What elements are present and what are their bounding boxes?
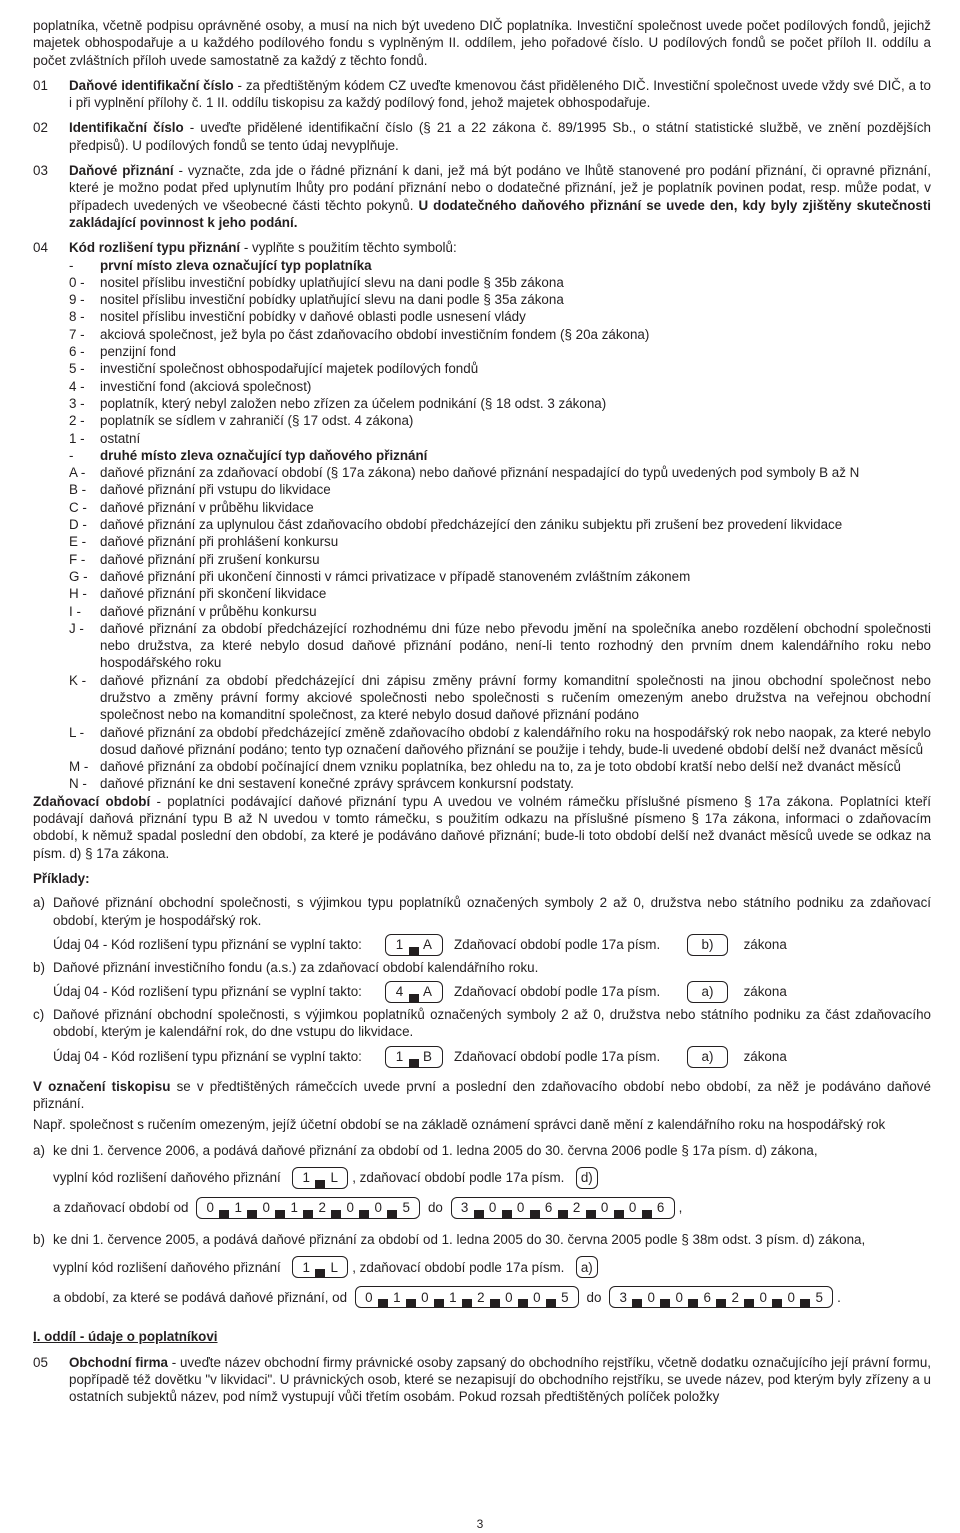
item-01 bbox=[33, 77, 931, 112]
code-item bbox=[69, 620, 931, 672]
box-digit: 2 bbox=[572, 1200, 581, 1216]
box-divider bbox=[800, 1299, 810, 1307]
code-description: penzijní fond bbox=[100, 344, 176, 360]
code-item bbox=[69, 274, 931, 291]
example-body bbox=[53, 894, 931, 956]
item-text: - za předtištěným kódem CZ uveďte kmenovou část přiděleného DIČ. Investiční společnost uvede vždy své DIČ, a to i při vyplnění přílohy č. 1 II. oddílu tiskopisu za každý podílový fond, jehož majetek obhospodařuje. bbox=[69, 77, 931, 111]
oznaceni-paragraph bbox=[33, 1078, 931, 1113]
code-item bbox=[69, 603, 931, 620]
box-digit: 0 bbox=[346, 1200, 354, 1216]
document-page bbox=[33, 17, 931, 1405]
box-digit: 1 bbox=[395, 1049, 404, 1065]
case-body bbox=[53, 1142, 931, 1219]
section-title: I. oddíl - údaje o poplatníkovi bbox=[33, 1329, 218, 1345]
example-lead-label: Údaj 04 - Kód rozlišení typu přiznání se vyplní takto: bbox=[53, 1049, 362, 1065]
box-digit: 0 bbox=[262, 1200, 270, 1216]
period-letter-box bbox=[576, 1256, 598, 1278]
item-04 bbox=[33, 239, 931, 256]
box-divider bbox=[409, 1059, 419, 1067]
code-symbol: L - bbox=[69, 724, 85, 740]
zdanovaci-paragraph bbox=[33, 793, 931, 862]
example-end-label: zákona bbox=[743, 937, 787, 953]
box-divider bbox=[247, 1210, 257, 1218]
code-symbol: K - bbox=[69, 672, 87, 688]
case-from-label: a období, za které se podává daňové přiznání, od bbox=[53, 1289, 348, 1305]
code-description: nositel příslibu investiční pobídky uplatňující slevu na dani podle § 35a zákona bbox=[100, 292, 564, 308]
item-number: 01 bbox=[33, 77, 48, 93]
item-number: 03 bbox=[33, 163, 48, 179]
oznaceni-text: se v předtištěných rámečcích uvede první a poslední den zdaňovacího období nebo období, za něž je podáváno daňové přiznání. bbox=[33, 1078, 931, 1112]
code-symbol: 8 - bbox=[69, 309, 85, 325]
case-date-row bbox=[53, 1286, 931, 1308]
code-box bbox=[609, 1286, 833, 1308]
box-digit: 1 bbox=[449, 1289, 457, 1305]
box-digit: d) bbox=[580, 1170, 593, 1186]
case-date-row bbox=[53, 1197, 931, 1219]
box-digit: 1 bbox=[395, 937, 404, 953]
case-text: ke dni 1. července 2006, a podává daňové přiznání za období od 1. ledna 2005 do 30. června 2006 podle § 17a písm. d) zákona, bbox=[53, 1142, 818, 1158]
code-item bbox=[69, 343, 931, 360]
code-symbol: 0 - bbox=[69, 274, 85, 290]
item-term: Daňové přiznání bbox=[69, 163, 174, 179]
box-digit: 5 bbox=[402, 1200, 410, 1216]
code-box bbox=[292, 1167, 348, 1189]
example-mid-label: Zdaňovací období podle 17a písm. bbox=[453, 1049, 661, 1065]
code-item bbox=[69, 430, 931, 447]
code-item bbox=[69, 257, 931, 274]
priklady-heading: Příklady: bbox=[33, 870, 90, 886]
code-description: daňové přiznání při zrušení konkursu bbox=[100, 551, 320, 567]
box-divider bbox=[315, 1180, 325, 1188]
box-divider bbox=[642, 1210, 652, 1218]
example-lead-label: Údaj 04 - Kód rozlišení typu přiznání se vyplní takto: bbox=[53, 937, 362, 953]
box-digit: 0 bbox=[206, 1200, 214, 1216]
code-description: daňové přiznání v průběhu konkursu bbox=[100, 603, 317, 619]
intro-paragraph: poplatníka, včetně podpisu oprávněné osoby, a musí na nich být uvedeno DIČ poplatníka. Investiční společnost uvede počet podílových fondů, jejichž majetek obhospodařuje a u každého podílového fondu s vyplněným II. oddílem, jeho pořadové číslo. U podílových fondů se počet příloh II. oddílu a počet zvláštních příloh uvede samostatně za každý z těchto fondů. bbox=[33, 18, 931, 68]
code-description: daňové přiznání za období předcházející rozhodnému dni fúze nebo převodu jmění na společníka anebo rozdělení obchodní společnosti nebo družstva, za které nebylo dosud daňové přiznání podáno, není-li tento rozhodný den prvním dnem kalendářního roku nebo hospodářského roku bbox=[100, 620, 931, 671]
code-symbol: 5 - bbox=[69, 361, 85, 377]
code-item bbox=[69, 724, 931, 759]
box-digit: 1 bbox=[302, 1170, 310, 1186]
code-description: daňové přiznání za období počínající dnem vzniku poplatníka, bez ohledu na to, za je toto období kratší nebo delší než dvanáct měsíců bbox=[100, 759, 901, 775]
code-symbol: E - bbox=[69, 534, 87, 550]
code-description: investiční společnost obhospodařující majetek podílových fondů bbox=[100, 361, 479, 377]
box-divider bbox=[409, 994, 419, 1002]
box-digit: 0 bbox=[628, 1200, 637, 1216]
code-symbol: H - bbox=[69, 586, 87, 602]
code-item bbox=[69, 395, 931, 412]
box-divider bbox=[359, 1210, 369, 1218]
code-symbol: 2 - bbox=[69, 413, 85, 429]
item-03 bbox=[33, 162, 931, 231]
box-digit: 0 bbox=[516, 1200, 525, 1216]
period-letter-box bbox=[687, 934, 729, 956]
box-divider bbox=[490, 1299, 500, 1307]
code-list bbox=[69, 257, 931, 793]
box-digit: 6 bbox=[703, 1289, 711, 1305]
box-divider bbox=[406, 1299, 416, 1307]
item-05 bbox=[33, 1354, 931, 1406]
code-description: daňové přiznání v průběhu likvidace bbox=[100, 499, 314, 515]
box-divider bbox=[660, 1299, 670, 1307]
code-item bbox=[69, 360, 931, 377]
box-divider bbox=[688, 1299, 698, 1307]
example-text: Daňové přiznání investičního fondu (a.s.) za zdaňovací období kalendářního roku. bbox=[53, 959, 539, 975]
box-digit: 1 bbox=[234, 1200, 242, 1216]
code-description: daňové přiznání ke dni sestavení konečné zprávy správcem konkursní podstaty. bbox=[100, 776, 574, 792]
case-to-label: do bbox=[427, 1200, 443, 1216]
code-box bbox=[196, 1197, 420, 1219]
box-digit: L bbox=[330, 1259, 338, 1275]
box-divider bbox=[315, 1269, 325, 1277]
case-code-row bbox=[53, 1167, 931, 1189]
case-text: ke dni 1. července 2005, a podává daňové přiznání za období od 1. ledna 2005 do 30. června 2005 podle § 38m odst. 3 písm. d) zákona, bbox=[53, 1231, 866, 1247]
box-divider bbox=[378, 1299, 388, 1307]
code-item bbox=[69, 568, 931, 585]
item-text: - vyznačte, zda jde o řádné přiznání k dani, jež má být podáno ve lhůtě stanovené pro podání přiznání, či opravné přiznání, které je možno podat před uplynutím lhůty pro podání přiznání nebo o dodatečné přiznání, jež je poplatník povinen podat, resp. může podat, v případech uvedených ve všeobecné části těchto pokynů. bbox=[69, 163, 931, 213]
box-divider bbox=[409, 947, 419, 955]
example-mid-label: Zdaňovací období podle 17a písm. bbox=[453, 984, 661, 1000]
code-description: daňové přiznání při skončení likvidace bbox=[100, 586, 327, 602]
code-item bbox=[69, 412, 931, 429]
code-symbol: G - bbox=[69, 568, 88, 584]
box-digit: 6 bbox=[544, 1200, 553, 1216]
code-symbol: 6 - bbox=[69, 344, 85, 360]
oznaceni-term: V označení tiskopisu bbox=[33, 1078, 171, 1094]
code-symbol: 4 - bbox=[69, 378, 85, 394]
code-item bbox=[69, 326, 931, 343]
item-02 bbox=[33, 119, 931, 154]
box-digit: 4 bbox=[395, 984, 404, 1000]
box-digit: 2 bbox=[731, 1289, 739, 1305]
case-end-mark: . bbox=[837, 1289, 841, 1305]
code-symbol: - bbox=[69, 447, 74, 463]
item-term: Identifikační číslo bbox=[69, 120, 184, 136]
code-description: druhé místo zleva označující typ daňového přiznání bbox=[100, 447, 428, 463]
code-item bbox=[69, 308, 931, 325]
code-symbol: B - bbox=[69, 482, 87, 498]
example-fill-row bbox=[53, 934, 931, 956]
example-mid-label: Zdaňovací období podle 17a písm. bbox=[453, 937, 661, 953]
type-code-box bbox=[385, 1046, 443, 1068]
code-symbol: 9 - bbox=[69, 292, 85, 308]
box-digit: 6 bbox=[656, 1200, 665, 1216]
example-text: Daňové přiznání obchodní společnosti, s výjimkou typu poplatníků označených symboly 2 až 0, družstva nebo státního podniku za zdaňovací období, kterým je hospodářský rok. bbox=[53, 895, 931, 928]
box-divider bbox=[518, 1299, 528, 1307]
box-digit: 0 bbox=[374, 1200, 382, 1216]
zdanovaci-term: Zdaňovací období bbox=[33, 793, 151, 809]
box-digit: 5 bbox=[815, 1289, 823, 1305]
box-divider bbox=[558, 1210, 568, 1218]
code-description: poplatník se sídlem v zahraničí (§ 17 odst. 4 zákona) bbox=[100, 413, 414, 429]
example-lead-label: Údaj 04 - Kód rozlišení typu přiznání se vyplní takto: bbox=[53, 984, 362, 1000]
code-item bbox=[69, 585, 931, 602]
code-item bbox=[69, 775, 931, 792]
case-code-label: vyplní kód rozlišení daňového přiznání bbox=[53, 1259, 281, 1275]
box-divider bbox=[530, 1210, 540, 1218]
example-item bbox=[33, 894, 931, 956]
box-digit: 1 bbox=[393, 1289, 401, 1305]
case-tail-label: , zdaňovací období podle 17a písm. bbox=[352, 1259, 565, 1275]
code-symbol: 3 - bbox=[69, 395, 85, 411]
box-divider bbox=[331, 1210, 341, 1218]
case-code-label: vyplní kód rozlišení daňového přiznání bbox=[53, 1170, 281, 1186]
box-divider bbox=[586, 1210, 596, 1218]
code-box bbox=[451, 1197, 675, 1219]
code-symbol: D - bbox=[69, 517, 87, 533]
box-digit: 0 bbox=[787, 1289, 795, 1305]
code-item bbox=[69, 481, 931, 498]
box-divider bbox=[275, 1210, 285, 1218]
box-divider bbox=[303, 1210, 313, 1218]
case-item bbox=[33, 1231, 931, 1308]
box-digit: 0 bbox=[600, 1200, 609, 1216]
code-item bbox=[69, 533, 931, 550]
box-divider bbox=[716, 1299, 726, 1307]
case-letter: a) bbox=[33, 1142, 45, 1158]
box-digit: b) bbox=[701, 937, 714, 953]
box-divider bbox=[219, 1210, 229, 1218]
box-divider bbox=[614, 1210, 624, 1218]
box-divider bbox=[387, 1210, 397, 1218]
code-description: ostatní bbox=[100, 430, 141, 446]
code-symbol: F - bbox=[69, 551, 86, 567]
period-letter-box bbox=[576, 1167, 598, 1189]
case-letter: b) bbox=[33, 1231, 45, 1247]
example-item bbox=[33, 959, 931, 1003]
code-symbol: I - bbox=[69, 603, 81, 619]
period-letter-box bbox=[687, 1046, 729, 1068]
box-digit: a) bbox=[580, 1259, 593, 1275]
box-digit: 5 bbox=[561, 1289, 569, 1305]
box-divider bbox=[434, 1299, 444, 1307]
code-description: nositel příslibu investiční pobídky uplatňující slevu na dani podle § 35b zákona bbox=[100, 274, 564, 290]
item-number: 05 bbox=[33, 1354, 48, 1370]
box-divider bbox=[744, 1299, 754, 1307]
example-fill-row bbox=[53, 981, 931, 1003]
code-item bbox=[69, 447, 931, 464]
period-letter-box bbox=[687, 981, 729, 1003]
code-description: nositel příslibu investiční pobídky v daňové oblasti podle usnesení vlády bbox=[100, 309, 526, 325]
item-term: Kód rozlišení typu přiznání bbox=[69, 240, 241, 256]
example-end-label: zákona bbox=[743, 984, 787, 1000]
code-symbol: A - bbox=[69, 465, 86, 481]
case-code-row bbox=[53, 1256, 931, 1278]
item-text: - uveďte přidělené identifikační číslo (§ 21 a 22 zákona č. 89/1995 Sb., o státní statistické službě, ve znění pozdějších předpisů). U podílových fondů se tento údaj nevyplňuje. bbox=[69, 120, 931, 153]
code-item bbox=[69, 758, 931, 775]
code-item bbox=[69, 516, 931, 533]
box-digit: 0 bbox=[533, 1289, 541, 1305]
example-fill-row bbox=[53, 1046, 931, 1068]
box-digit: 2 bbox=[318, 1200, 326, 1216]
box-divider bbox=[462, 1299, 472, 1307]
code-item bbox=[69, 464, 931, 481]
example-text: Daňové přiznání obchodní společnosti, s výjimkou poplatníků označených symboly 2 až 0, družstva nebo státního podniku za část zdaňovacího období, kterým je kalendářní rok, do dne vstupu do likvidace. bbox=[53, 1007, 931, 1040]
code-description: daňové přiznání při ukončení činnosti v rámci privatizace v případě stanoveném zvláštním zákonem bbox=[100, 568, 691, 584]
box-digit: A bbox=[423, 937, 432, 953]
code-description: poplatník, který nebyl založen nebo zřízen za účelem podnikání (§ 18 odst. 3 zákona) bbox=[100, 395, 607, 411]
code-description: daňové přiznání za uplynulou část zdaňovacího období předcházející den zániku subjektu při zrušení bez provedení likvidace bbox=[100, 517, 843, 533]
code-description: daňové přiznání za období předcházející změně zdaňovacího období z kalendářního roku na hospodářský rok nebo naopak, za které nebylo dosud daňové přiznání podáno; tento typ označení daňového přiznání se použije i tehdy, bude-li uvedené období delší než dvanáct měsíců bbox=[100, 724, 931, 757]
item-bold-note: U dodatečného daňového přiznání se uvede den, kdy byly zjištěny skutečnosti zakládající povinnost k jeho podání. bbox=[69, 197, 931, 230]
cases-list bbox=[33, 1142, 931, 1309]
box-digit: L bbox=[330, 1170, 338, 1186]
box-digit: 0 bbox=[759, 1289, 767, 1305]
item-text: - uveďte název obchodní firmy právnické osoby zapsaný do obchodního rejstříku, včetně dodatku označujícího její právní formu, popřípadě též dovětku "v likvidaci". U právnických osob, které se nezapisují do obchodního rejstříku, se uvede název, pod kterým byly zřízeny a u ostatních subjektů název, pod nímž vystupují vůči třetím osobám. Pokud rozsah předtištěných políček položky bbox=[69, 1354, 931, 1405]
code-description: daňové přiznání při vstupu do likvidace bbox=[100, 482, 331, 498]
examples-list bbox=[33, 894, 931, 1067]
box-digit: 0 bbox=[505, 1289, 513, 1305]
code-symbol: J - bbox=[69, 620, 84, 636]
box-digit: 0 bbox=[647, 1289, 655, 1305]
box-divider bbox=[632, 1299, 642, 1307]
page-number: 3 bbox=[476, 1517, 484, 1531]
example-letter: a) bbox=[33, 895, 45, 911]
box-digit: 0 bbox=[488, 1200, 497, 1216]
case-end-mark: , bbox=[678, 1200, 683, 1216]
box-digit: a) bbox=[701, 1049, 714, 1065]
code-symbol: M - bbox=[69, 759, 89, 775]
example-item bbox=[33, 1006, 931, 1068]
code-item bbox=[69, 499, 931, 516]
code-item bbox=[69, 378, 931, 395]
box-divider bbox=[772, 1299, 782, 1307]
box-digit: 3 bbox=[619, 1289, 627, 1305]
code-description: daňové přiznání za zdaňovací období (§ 17a zákona) nebo daňové přiznání nespadající do typů uvedených pod symboly B až N bbox=[100, 465, 860, 481]
box-digit: 0 bbox=[421, 1289, 429, 1305]
box-digit: 0 bbox=[365, 1289, 373, 1305]
box-digit: 1 bbox=[302, 1259, 310, 1275]
type-code-box bbox=[385, 934, 443, 956]
code-description: první místo zleva označující typ poplatníka bbox=[100, 257, 372, 273]
example-letter: b) bbox=[33, 959, 45, 975]
example-body bbox=[53, 1006, 931, 1068]
item-number: 02 bbox=[33, 120, 48, 136]
code-item bbox=[69, 551, 931, 568]
example-letter: c) bbox=[33, 1007, 45, 1023]
type-code-box bbox=[385, 981, 443, 1003]
case-to-label: do bbox=[586, 1289, 602, 1305]
box-digit: a) bbox=[701, 984, 714, 1000]
case-from-label: a zdaňovací období od bbox=[53, 1200, 189, 1216]
item-number: 04 bbox=[33, 240, 48, 256]
case-item bbox=[33, 1142, 931, 1219]
case-body bbox=[53, 1231, 931, 1308]
box-digit: 3 bbox=[460, 1200, 469, 1216]
code-symbol: 7 - bbox=[69, 326, 85, 342]
box-divider bbox=[502, 1210, 512, 1218]
code-description: daňové přiznání při prohlášení konkursu bbox=[100, 534, 339, 550]
box-digit: 2 bbox=[477, 1289, 485, 1305]
item-term: Obchodní firma bbox=[69, 1354, 168, 1370]
box-digit: B bbox=[423, 1049, 432, 1065]
code-description: investiční fond (akciová společnost) bbox=[100, 378, 312, 394]
box-divider bbox=[546, 1299, 556, 1307]
code-symbol: - bbox=[69, 257, 74, 273]
code-symbol: C - bbox=[69, 499, 87, 515]
napr-paragraph: Např. společnost s ručením omezeným, jejíž účetní období se na základě oznámení správci daně mění z kalendářního roku na hospodářský rok bbox=[33, 1117, 886, 1133]
code-item bbox=[69, 291, 931, 308]
box-digit: A bbox=[423, 984, 432, 1000]
example-body bbox=[53, 959, 931, 1003]
code-item bbox=[69, 672, 931, 724]
code-symbol: N - bbox=[69, 776, 87, 792]
example-end-label: zákona bbox=[743, 1049, 787, 1065]
code-description: akciová společnost, jež byla po část zdaňovacího období investičním fondem (§ 20a zákona) bbox=[100, 326, 650, 342]
case-tail-label: , zdaňovací období podle 17a písm. bbox=[352, 1170, 565, 1186]
box-digit: 1 bbox=[290, 1200, 298, 1216]
zdanovaci-text: - poplatníci podávající daňové přiznání typu A uvedou ve volném rámečku příslušné písmeno § 17a zákona. Poplatníci kteří podávají daňová přiznání typu B až N uvedou v tomto rámečku, s použitím odkazu na příslušné písmeno § 17a zákona, informaci o zdaňovacím období, k němuž spadal poslední den období, za které je podáváno daňové přiznání; bude-li toto období delší než dvanáct měsíců uvede se odkaz na písm. d) § 17a zákona. bbox=[33, 793, 931, 861]
code-box bbox=[292, 1256, 348, 1278]
box-digit: 0 bbox=[675, 1289, 683, 1305]
code-symbol: 1 - bbox=[69, 430, 85, 446]
item-term: Daňové identifikační číslo bbox=[69, 77, 234, 93]
code-description: daňové přiznání za období předcházející dni zápisu změny právní formy komanditní společnosti na jinou obchodní společnost nebo družstvo a změny právní formy akciové společnosti nebo společnosti s ručením omezeným anebo družstva na veřejnou obchodní společnost nebo na komanditní společnost, za které nebylo dosud daňové přiznání podáno bbox=[100, 672, 931, 723]
code-box bbox=[355, 1286, 579, 1308]
item-text: - vyplňte s použitím těchto symbolů: bbox=[240, 240, 457, 256]
box-divider bbox=[474, 1210, 484, 1218]
